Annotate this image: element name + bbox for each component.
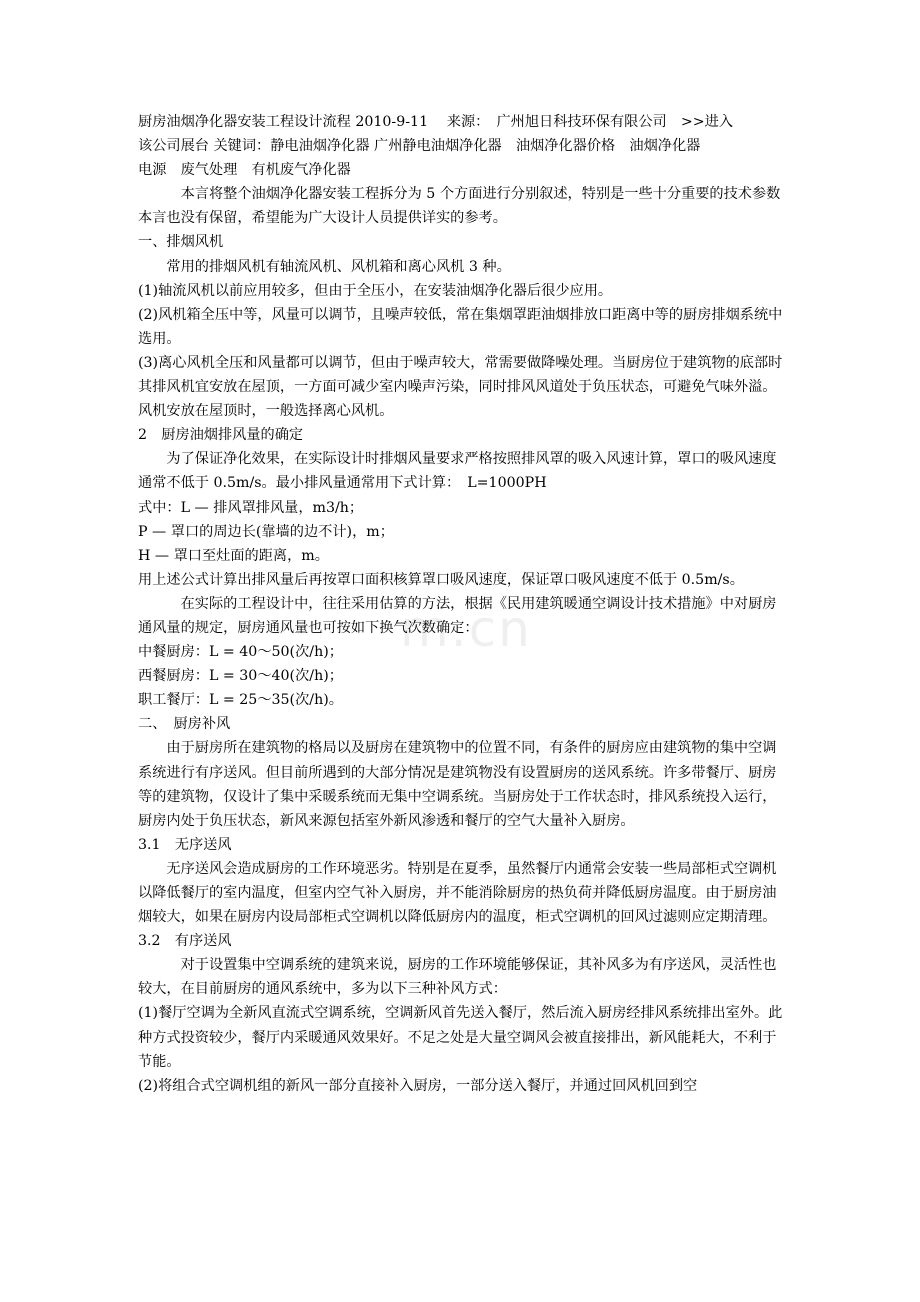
header-line-2: 该公司展台 关键词：静电油烟净化器 广州静电油烟净化器 油烟净化器价格 油烟净化器: [138, 138, 701, 155]
watermark: m.cn: [400, 600, 532, 658]
section-2-paragraph-3: 在实际的工程设计中，往往采用估算的方法，根据《民用建筑暖通空调设计技术措施》中对厨房通风量的规定，厨房通风量也可按如下换气次数确定：: [138, 595, 777, 636]
section-1-item-3: (3)离心风机全压和风量都可以调节，但由于噪声较大，常需要做降噪处理。当厨房位于建筑物的底部时其排风机宜安放在屋顶，一方面可减少室内噪声污染，同时排风风道处于负压状态，可避免气味外溢。风机安放在屋顶时，一般选择离心风机。: [138, 354, 783, 420]
section-2-title: 2 厨房油烟排风量的确定: [138, 427, 304, 444]
section-3-1-paragraph: 无序送风会造成厨房的工作环境恶劣。特别是在夏季，虽然餐厅内通常会安装一些局部柜式空调机以降低餐厅的室内温度，但室内空气补入厨房，并不能消除厨房的热负荷并降低厨房温度。由于厨房油烟较大，如果在厨房内设局部柜式空调机以降低厨房内的温度，柜式空调机的回风过滤则应定期清理。: [138, 860, 777, 926]
section-1-paragraph: 常用的排烟风机有轴流风机、风机箱和离心风机 3 种。: [166, 258, 511, 275]
document-body: [138, 110, 788, 1098]
section-3-paragraph: 由于厨房所在建筑物的格局以及厨房在建筑物中的位置不同，有条件的厨房应由建筑物的集中空调系统进行有序送风。但目前所遇到的大部分情况是建筑物没有设置厨房的送风系统。许多带餐厅、厨房等的建筑物，仅设计了集中采暖系统而无集中空调系统。当厨房处于工作状态时，排风系统投入运行，厨房内处于负压状态，新风来源包括室外新风渗透和餐厅的空气大量补入厨房。: [138, 740, 777, 829]
section-3-2-item-2: (2)将组合式空调机组的新风一部分直接补入厨房，一部分送入餐厅，并通过回风机回到空: [138, 1077, 698, 1094]
rate-staff-canteen: 职工餐厅：L = 25～35(次/h)。: [138, 692, 343, 709]
section-1-title: 一、排烟风机: [138, 234, 224, 251]
header-line-3: 电源 废气处理 有机废气净化器: [138, 162, 351, 179]
section-3-2-title: 3.2 有序送风: [138, 933, 232, 950]
section-3-1-title: 3.1 无序送风: [138, 836, 232, 853]
section-1-item-2: (2)风机箱全压中等，风量可以调节，且噪声较低，常在集烟罩距油烟排放口距离中等的厨房排烟系统中选用。: [138, 306, 783, 347]
section-2-paragraph-2: 用上述公式计算出排风量后再按罩口面积核算罩口吸风速度，保证罩口吸风速度不低于 0.5m/s。: [138, 571, 744, 588]
section-2-paragraph-1: 为了保证净化效果，在实际设计时排烟风量要求严格按照排风罩的吸入风速计算，罩口的吸风速度通常不低于 0.5m/s。最小排风量通常用下式计算： L=1000PH: [138, 451, 777, 492]
formula-variable-p: P — 罩口的周边长(靠墙的边不计)，m；: [138, 523, 394, 540]
formula-variable-h: H — 罩口至灶面的距离，m。: [138, 547, 329, 564]
intro-paragraph: 本言将整个油烟净化器安装工程拆分为 5 个方面进行分别叙述，特别是一些十分重要的技术参数本言也没有保留，希望能为广大设计人员提供详实的参考。: [138, 186, 781, 227]
section-3-title: 二、 厨房补风: [138, 716, 231, 733]
formula-variable-l: 式中：L — 排风罩排风量，m3/h；: [138, 499, 364, 516]
section-3-2-paragraph: 对于设置集中空调系统的建筑来说，厨房的工作环境能够保证，其补风多为有序送风，灵活性也较大，在目前厨房的通风系统中，多为以下三种补风方式：: [138, 957, 777, 998]
section-1-item-1: (1)轴流风机以前应用较多，但由于全压小，在安装油烟净化器后很少应用。: [138, 282, 613, 299]
header-line-1: 厨房油烟净化器安装工程设计流程 2010-9-11 来源： 广州旭日科技环保有限公司 >>进入: [138, 114, 734, 130]
section-3-2-item-1: (1)餐厅空调为全新风直流式空调系统，空调新风首先送入餐厅，然后流入厨房经排风系统排出室外。此种方式投资较少，餐厅内采暖通风效果好。不足之处是大量空调风会被直接排出，新风能耗大，不利于节能。: [138, 1005, 783, 1070]
rate-chinese-kitchen: 中餐厨房：L = 40～50(次/h)；: [138, 644, 343, 661]
rate-western-kitchen: 西餐厨房：L = 30～40(次/h)；: [138, 668, 343, 685]
